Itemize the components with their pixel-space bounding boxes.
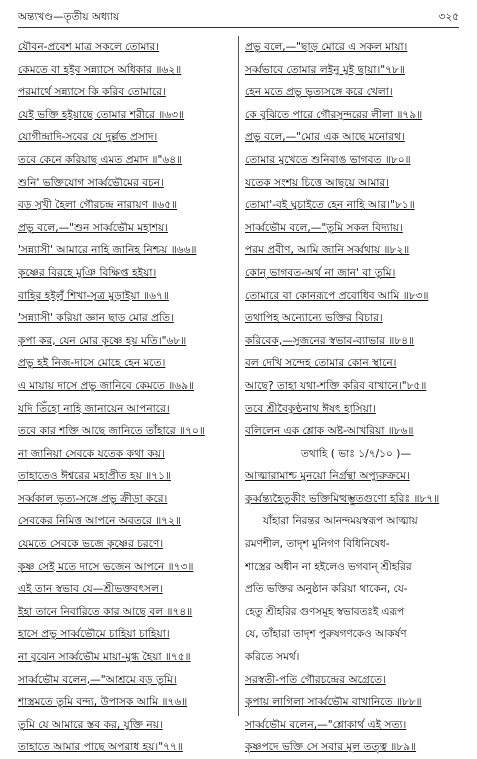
- verse-line: তবে কার শক্তি আছে জানিতে তাঁহারে ॥৭০॥: [18, 425, 205, 438]
- verse-line: কৃষ্ণের বিরহে মুঞি বিক্ষিপ্ত হইয়া।: [18, 266, 157, 279]
- verse-line: শাস্ত্রমতে তুমি বন্দ্য, উপাসক আমি ॥৭৬॥: [18, 696, 188, 709]
- verse-line: 'সন্ন্যাসী' করিয়া জ্ঞান ছাড় মোর প্রতি।: [18, 312, 174, 325]
- chapter-title: অন্ত্যখণ্ড—তৃতীয় অধ্যায়: [18, 11, 120, 23]
- verse-line: প্রভু বলে,—"মোর এক আছে মনোরথ।: [245, 131, 405, 144]
- commentary-line: শাস্ত্রের অধীন না হইলেও ভগবান্ শ্রীহরির: [245, 560, 412, 573]
- verse-line: হেন মতে প্রভু ভৃত্যসঙ্গে করে খেলা।: [245, 86, 393, 99]
- commentary-line: হেতু শ্রীহরির গুণসমূহ স্বভাবতঃই এরূপ: [245, 605, 405, 618]
- verse-line: কেমতে বা হইব সন্ন্যাসে অধিকার ॥৬২॥: [18, 63, 182, 76]
- verse-line: সর্ব্বকাল ভৃত্য-সঙ্গে প্রভু ক্রীড়া করে।: [18, 492, 168, 505]
- verse-line: সর্ব্বভাবে তোমার লইনু মুই ছায়া।"৭৮॥: [245, 63, 405, 76]
- verse-line: তবে শ্রীবৈকুণ্ঠনাথ ঈষৎ হাসিয়া।: [245, 402, 376, 415]
- verse-line: তাহাতে আমার পাছে অপরাধ হয়।"৭৭॥: [18, 741, 183, 754]
- verse-line: তোমার মুখেতে শুনিবাঙ ভাগবত ॥৮০॥: [245, 153, 411, 166]
- verse-line: যেই ভক্তি হইয়াছে তোমার শরীরে ॥৬৩॥: [18, 108, 185, 121]
- right-column: [245, 36, 467, 759]
- verse-line: বাহির হইলুঁ শিখা-সূত্র মুড়াইয়া ॥৬৭॥: [18, 289, 169, 302]
- verse-line: পরম প্রবীণ, আমি জানি সর্ব্বথায় ॥৮২॥: [245, 244, 410, 257]
- verse-line: হাসে প্রভু সার্ব্বভৌমে চাহিয়া চাহিয়া।: [18, 628, 170, 641]
- page-number: ৩২৫: [438, 11, 459, 23]
- commentary-line: যে, তাঁহারা তাদৃশ পুরুষগণকেও আকর্ষণ: [245, 628, 407, 641]
- verse-line: প্রভু বলে,—"ছাড় মোরে এ সকল মায়া।: [245, 41, 408, 53]
- commentary-line: রমণশীল, তাদৃশ মুনিগণ বিধিনিষেধ-: [245, 538, 390, 551]
- verse-line: কৃপায় লাগিলা সার্ব্বভৌম বাখানিতে ॥৮৮॥: [245, 696, 422, 709]
- verse-line: সেবকের নিমিত্ত আপনে অবতরে ॥৭২॥: [18, 515, 181, 528]
- verse-line: করিবেক,—সুজনের স্বভাব-ব্যাভার ॥৮৪॥: [245, 334, 415, 347]
- verse-line: তবে কেনে করিয়াছ এমত প্রমাদ ॥"৬৪॥: [18, 153, 183, 166]
- header-rule: [18, 27, 459, 28]
- verse-line: সার্ব্বভৌম বলেন,—"আশ্রমে বড় তুমি।: [18, 673, 177, 686]
- verse-line: কৃপা কর, যেন মোর কৃষ্ণে হয় মতি।"৬৮॥: [18, 334, 187, 347]
- verse-line: যৌবন-প্রবেশ মাত্র সকলে তোমার।: [18, 41, 160, 53]
- verse-line: শুনি' ভক্তিযোগ সার্ব্বভৌমের বচন।: [18, 176, 164, 189]
- commentary-line: যাঁহারা নিরন্তর আনন্দময়স্বরূপ আত্মায়: [263, 515, 418, 528]
- verse-line: না জানিয়া সেবকে যতেক কথা কয়।: [18, 447, 165, 460]
- sanskrit-verse-line: কুর্ব্বন্ত্যহৈতুকীং ভক্তিমিত্থম্ভূতগুণো হরিঃ ॥৮৭॥: [245, 492, 440, 505]
- verse-line: যোগীন্দ্রাদি-সবের যে দুর্ল্লভ প্রসাদ।: [18, 131, 158, 144]
- verse-line: বড় সুখী হৈলা গৌরচন্দ্র নারায়ণ ॥৬৫॥: [18, 199, 178, 212]
- verse-line: সার্ব্বভৌম বলেন,—"শ্লোকার্থ এই সত্য।: [245, 718, 407, 731]
- verse-line: সরস্বতী-পতি গৌরচন্দ্রের অগ্রেতে।: [245, 673, 386, 686]
- verse-line: কৃষ্ণপদে ভক্তি সে সবার মূল তত্ত্ব ॥৮৯॥: [245, 741, 417, 754]
- verse-reference: তথাহি ( ভাঃ ১/৭/১০ )—: [300, 447, 412, 460]
- verse-line: কোন্ ভাগবত-অর্থ না জান' বা তুমি।: [245, 266, 396, 279]
- verse-line: না বুঝেন সার্ব্বভৌম মায়া-মুগ্ধ হৈয়া ॥৭৫॥: [18, 651, 191, 664]
- verse-line: প্রভু বলে,—"শুন সার্ব্বভৌম মহাশয়।: [18, 221, 169, 234]
- verse-line: তথাপিহ অন্যোন্যে ভক্তির বিচার।: [245, 312, 383, 325]
- verse-line: সার্ব্বভৌম বলে,—"তুমি সকল বিদ্যায়।: [245, 221, 403, 234]
- verse-line: তোমারে বা কোনরূপে প্রবোধিব আমি ॥৮৩॥: [245, 289, 429, 302]
- verse-line: ইহা তানে নিবারিতে কার আছে বল ॥৭৪॥: [18, 605, 193, 618]
- verse-line: কে বুঝিতে পারে গৌরসুন্দরের লীলা ॥৭৯॥: [245, 108, 423, 121]
- verse-line: যদি তিঁহো নাহি জানায়েন আপনারে।: [18, 402, 170, 415]
- verse-line: তোমা'-বই ঘুচাইতে হেন নাহি আর।"৮১॥: [245, 199, 415, 212]
- verse-line: কৃষ্ণ সেই মতে দাসে ভজেন আপনে ॥৭৩॥: [18, 560, 194, 573]
- verse-line: বলিলেন এক শ্লোক অষ্ট-আখরিয়া ॥৮৬॥: [245, 425, 414, 438]
- verse-line: তাহাতেও ঈশ্বরের মহাপ্রীত হয় ॥৭১॥: [18, 470, 171, 483]
- commentary-block: [245, 510, 467, 668]
- verse-line: প্রভু হই নিজ-দাসে মোহে হেন মতে।: [18, 357, 166, 370]
- verse-line: এই তান স্বভাব যে—শ্রীভক্তবৎসল।: [18, 583, 163, 596]
- verse-line: আছে? তাহা যথা-শক্তি করিব বাখানে।"৮৫॥: [245, 379, 427, 392]
- verse-line: পরমার্থে সন্ন্যাসে কি করিব তোমারে।: [18, 86, 166, 99]
- verse-line: 'সন্ন্যাসী' আমারে নাহি জানিহ নিশ্চয় ॥৬৬॥: [18, 244, 197, 257]
- verse-line: যেমতে সেবকে ভজে কৃষ্ণের চরণে।: [18, 538, 164, 551]
- commentary-line: করিতে সমর্থ।: [245, 651, 300, 664]
- verse-line: বল দেখি সন্দেহ তোমার কোন স্থানে।: [245, 357, 397, 370]
- column-divider: [238, 36, 239, 716]
- page-header: [18, 8, 459, 26]
- verse-line: এ মায়ায় দাসে প্রভু জানিবে কেমতে ॥৬৯॥: [18, 379, 195, 392]
- verse-line: তুমি যে আমারে স্তব কর, যুক্তি নয়।: [18, 718, 163, 731]
- sanskrit-verse-line: আত্মারামাশ্চ মুনয়ো নির্গ্রন্থা অপ্যুরুক্রমে।: [245, 470, 410, 483]
- commentary-line: প্রতি ভক্তির অনুষ্ঠান করিয়া থাকেন, যে-: [245, 583, 408, 596]
- left-column: [18, 36, 240, 759]
- verse-line: যতেক সংশয় চিত্তে আছয়ে আমার।: [245, 176, 390, 189]
